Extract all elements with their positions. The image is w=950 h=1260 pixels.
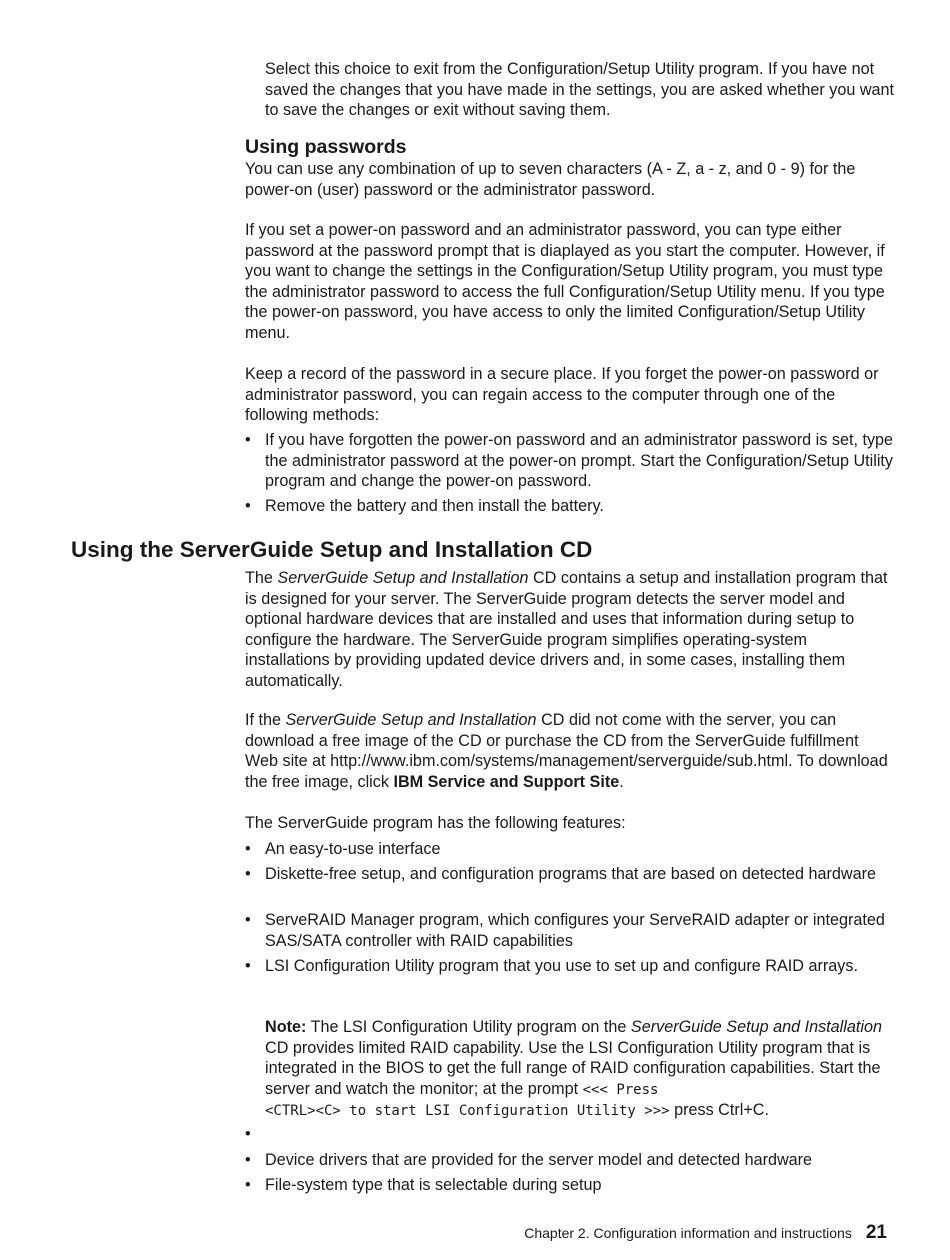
bullet-marker: • — [245, 957, 251, 975]
serverguide-heading: Using the ServerGuide Setup and Installation CD — [71, 537, 593, 562]
feature-item-3: ServeRAID Manager program, which configures your ServeRAID adapter or integrated SAS/SATA controller with RAID capabilities — [265, 911, 885, 950]
passwords-heading: Using passwords — [245, 136, 407, 158]
bullet-marker: • — [245, 1151, 251, 1169]
ibm-support-link[interactable]: IBM Service and Support Site — [393, 772, 620, 791]
bullet-marker: • — [245, 840, 251, 858]
passwords-bullet-2: Remove the battery and then install the battery. — [265, 497, 604, 515]
lsi-note: Note: The LSI Configuration Utility program on the ServerGuide Setup and Installation CD provides limited RAID capability. Use the LSI Configuration Utility program that is integrated in the BIOS to get the full range of RAID configuration capabilities. Start the server and watch the monitor; at the prompt <<< Press <CTRL><C> to start LSI Configuration Utility >>> press Ctrl+C. — [265, 1018, 882, 1119]
bullet-marker: • — [245, 865, 251, 883]
bullet-marker: • — [245, 497, 251, 515]
serverguide-paragraph-3: The ServerGuide program has the following features: — [245, 814, 626, 832]
bullet-marker: • — [245, 911, 251, 929]
passwords-paragraph-1: You can use any combination of up to seven characters (A - Z, a - z, and 0 - 9) for the power-on (user) password or the administrator password. — [245, 160, 856, 199]
feature-item-2: Diskette-free setup, and configuration programs that are based on detected hardware — [265, 865, 876, 883]
bullet-marker: • — [245, 431, 251, 449]
serverguide-paragraph-1: The ServerGuide Setup and Installation CD contains a setup and installation program that is designed for your server. The ServerGuide program detects the server model and optional hardware devices that are installed and uses that information during setup to configure the hardware. The ServerGuide program simplifies operating-system installations by providing updated device drivers and, in some cases, installing them automatically. — [245, 569, 888, 690]
feature-item-5: Device drivers that are provided for the server model and detected hardware — [265, 1151, 813, 1169]
page-footer — [524, 1222, 887, 1244]
page-number: 21 — [865, 1222, 887, 1243]
feature-item-1: An easy-to-use interface — [265, 840, 441, 858]
bullet-marker: • — [245, 1125, 251, 1143]
passwords-bullet-1: If you have forgotten the power-on password and an administrator password is set, type the administrator password at the power-on prompt. Start the Configuration/Setup Utility program and change the power-on password. — [265, 431, 894, 490]
footer-chapter: Chapter 2. Configuration information and instructions — [524, 1225, 852, 1241]
passwords-paragraph-3: Keep a record of the password in a secure place. If you forget the power-on password or administrator password, you can regain access to the computer through one of the following methods: — [245, 365, 879, 424]
passwords-paragraph-2: If you set a power-on password and an administrator password, you can type either password at the password prompt that is diaplayed as you start the computer. However, if you want to change the settings in the Configuration/Setup Utility program, you must type the administrator password to access the full Configuration/Setup Utility menu. If you type the power-on password, you have access to only the limited Configuration/Setup Utility menu. — [245, 221, 885, 342]
bullet-marker: • — [245, 1176, 251, 1194]
exit-paragraph: Select this choice to exit from the Configuration/Setup Utility program. If you have not saved the changes that you have made in the settings, you are asked whether you want to save the changes or exit without saving them. — [265, 60, 895, 119]
feature-item-4: LSI Configuration Utility program that you use to set up and configure RAID arrays. — [265, 957, 858, 975]
serverguide-paragraph-2: If the ServerGuide Setup and Installation CD did not come with the server, you can download a free image of the CD or purchase the CD from the ServerGuide fulfillment Web site at http://www.ibm.com/systems/management/serverguide/sub.html. To download the free image, click IBM Service and Support Site. — [245, 711, 888, 791]
feature-item-6: File-system type that is selectable during setup — [265, 1176, 602, 1194]
